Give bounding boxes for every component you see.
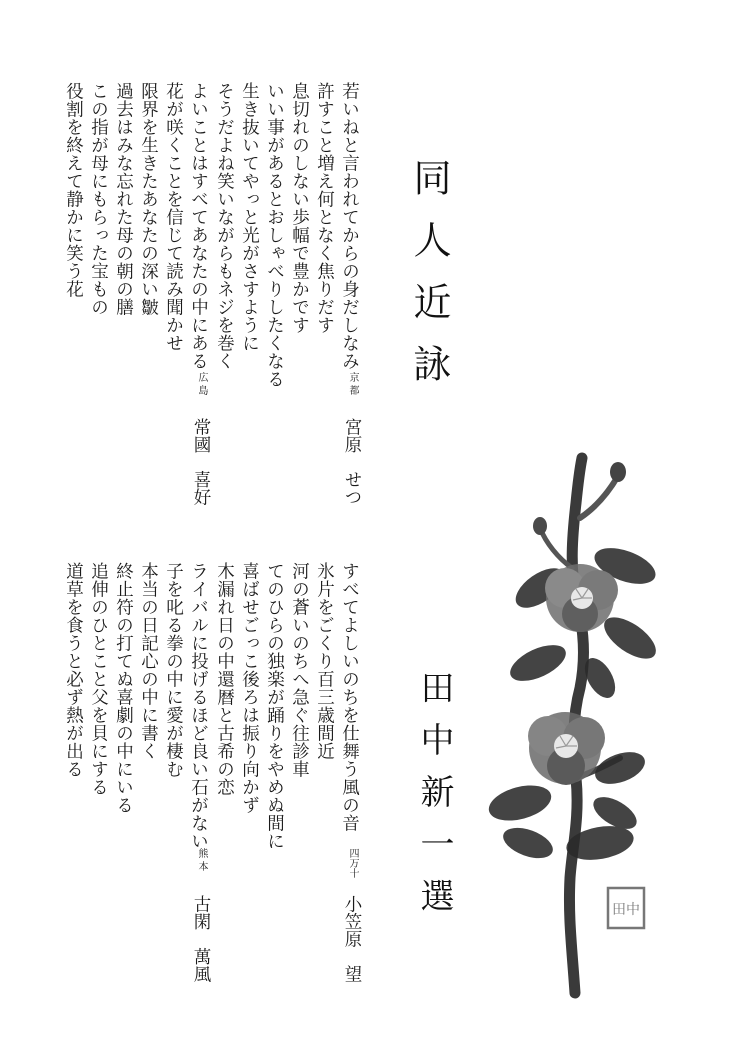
poem-line: この指が母にもらった宝もの xyxy=(88,82,109,316)
poem-line: ライバルに投げるほど良い石がない xyxy=(188,562,209,850)
camellia-illustration xyxy=(480,448,670,1008)
poem-line: 過去はみな忘れた母の朝の膳 xyxy=(113,82,134,316)
page-title: 同人近詠 xyxy=(407,158,451,406)
author-name: 常國 喜好 xyxy=(191,418,211,506)
poem-line: 子を叱る拳の中に愛が棲む xyxy=(163,562,184,778)
seal-text: 田中 xyxy=(612,902,640,918)
author-prefecture: 広島 xyxy=(196,372,207,398)
poem-line: 息切れのしない歩幅で豊かです xyxy=(289,82,310,334)
selector-name: 田中新一選 xyxy=(414,670,454,930)
author-name: 宮原 せつ xyxy=(342,418,362,506)
poem-line: てのひらの独楽が踊りをやめぬ間に xyxy=(264,562,285,850)
poem-line: 喜ばせごっこ後ろは振り向かず xyxy=(239,562,260,814)
bud xyxy=(533,517,547,535)
bud xyxy=(610,462,626,482)
artist-seal xyxy=(608,888,644,928)
poem-line: 木漏れ日の中還暦と古希の恋 xyxy=(214,562,235,796)
poem-line: 追伸のひとこと父を貝にする xyxy=(88,562,109,796)
poem-line: 許すこと増え何となく焦りだす xyxy=(314,82,335,334)
poem-line: 限界を生きたあなたの深い皺 xyxy=(138,82,159,316)
poem-line: よいことはすべてあなたの中にある xyxy=(188,82,209,370)
poem-line: 花が咲くことを信じて読み聞かせ xyxy=(163,82,184,352)
poem-line: 氷片をごくり百三歳間近 xyxy=(314,562,335,760)
poem-line: 若いねと言われてからの身だしなみ xyxy=(339,82,360,370)
poem-line: 生き抜いてやっと光がさすように xyxy=(239,82,260,352)
author-name: 小笠原 望 xyxy=(342,895,362,983)
poem-line: 道草を食うと必ず熱が出る xyxy=(63,562,84,778)
poem-line: 役割を終えて静かに笑う花 xyxy=(63,82,84,298)
poem-line: 本当の日記心の中に書く xyxy=(138,562,159,760)
poem-line: そうだよね笑いながらもネジを巻く xyxy=(214,82,235,370)
author-name: 古閑 萬風 xyxy=(191,895,211,983)
author-prefecture: 京都 xyxy=(347,372,358,398)
author-prefecture: 四万十 xyxy=(347,848,358,878)
poem-line: 河の蒼いのちへ急ぐ往診車 xyxy=(289,562,310,778)
poem-line: すべてよしいのちを仕舞う風の音 xyxy=(339,562,360,832)
poem-line: 終止符の打てぬ喜劇の中にいる xyxy=(113,562,134,814)
author-prefecture: 熊本 xyxy=(196,848,207,874)
poem-line: いい事があるとおしゃべりしたくなる xyxy=(264,82,285,388)
